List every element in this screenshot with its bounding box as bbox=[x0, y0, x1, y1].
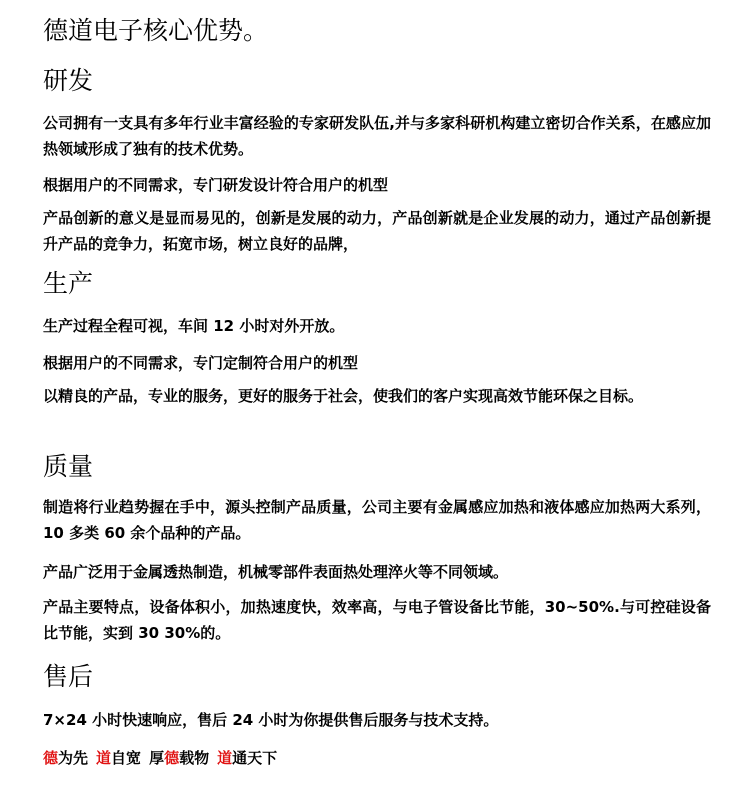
quality-paragraph-1: 制造将行业趋势握在手中，源头控制产品质量，公司主要有金属感应加热和液体感应加热两大系列，10 多类 60 余个品种的产品。 bbox=[43, 498, 711, 542]
motto-text-2: 自宽 bbox=[111, 749, 142, 767]
quality-paragraph-3: 产品主要特点，设备体积小，加热速度快，效率高，与电子管设备比节能，30~50%.与可控硅设备比节能，实到 30 30%的。 bbox=[43, 598, 711, 642]
section-heading-quality: 质量 bbox=[43, 452, 94, 481]
page-title: 德道电子核心优势。 bbox=[43, 16, 269, 45]
section-heading-production: 生产 bbox=[43, 269, 94, 298]
rnd-paragraph-1: 公司拥有一支具有多年行业丰富经验的专家研发队伍,并与多家科研机构建立密切合作关系，在感应加热领域形成了独有的技术优势。 bbox=[43, 114, 711, 158]
motto-text-3a: 厚 bbox=[149, 749, 165, 767]
motto-text-3b: 载物 bbox=[179, 749, 210, 767]
motto-red-char-1: 德 bbox=[43, 749, 59, 767]
motto-text-1: 为先 bbox=[58, 749, 89, 767]
company-motto bbox=[43, 745, 277, 771]
production-paragraph-1: 生产过程全程可视，车间 12 小时对外开放。 bbox=[43, 317, 345, 335]
production-paragraph-3: 以精良的产品，专业的服务，更好的服务于社会，使我们的客户实现高效节能环保之目标。 bbox=[43, 387, 644, 405]
rnd-paragraph-2: 根据用户的不同需求，专门研发设计符合用户的机型 bbox=[43, 176, 389, 194]
production-paragraph-2: 根据用户的不同需求，专门定制符合用户的机型 bbox=[43, 354, 359, 372]
motto-red-char-4: 道 bbox=[217, 749, 233, 767]
after-sales-paragraph-1: 7×24 小时快速响应，售后 24 小时为你提供售后服务与技术支持。 bbox=[43, 711, 499, 729]
motto-red-char-2: 道 bbox=[96, 749, 112, 767]
motto-red-char-3: 德 bbox=[164, 749, 180, 767]
section-heading-rnd: 研发 bbox=[43, 66, 94, 95]
quality-paragraph-2: 产品广泛用于金属透热制造，机械零部件表面热处理淬火等不同领域。 bbox=[43, 563, 509, 581]
section-heading-after-sales: 售后 bbox=[43, 662, 94, 691]
motto-text-4: 通天下 bbox=[232, 749, 278, 767]
rnd-paragraph-3: 产品创新的意义是显而易见的，创新是发展的动力，产品创新就是企业发展的动力，通过产品创新提升产品的竞争力，拓宽市场，树立良好的品牌， bbox=[43, 209, 711, 253]
